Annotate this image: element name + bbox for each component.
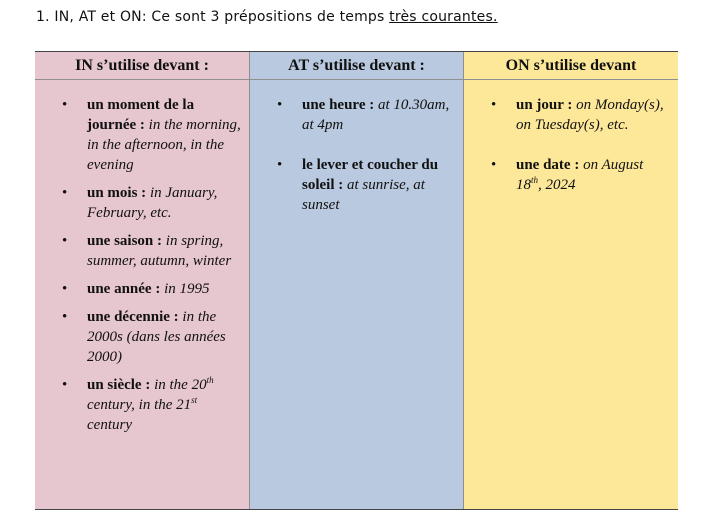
list-on (464, 80, 678, 195)
ordinal-suffix: st (191, 395, 198, 405)
list-at (250, 80, 463, 215)
item-term: le lever et coucher du soleil : (302, 157, 439, 193)
list-item (35, 307, 243, 367)
item-example: in spring, summer, autumn, winter (87, 233, 232, 269)
item-term: une décennie : (87, 309, 179, 325)
example-part: century (87, 417, 132, 433)
title-emphasis: très courantes. (389, 9, 498, 25)
list-item (35, 183, 243, 223)
column-header-on: ON s’utilise devant (464, 52, 678, 80)
column-at (249, 52, 463, 509)
item-term: un siècle : (87, 377, 151, 393)
example-part: , 2024 (538, 177, 576, 193)
list-item (35, 279, 243, 299)
item-term: un jour : (516, 97, 573, 113)
column-on (463, 52, 678, 509)
item-example: at 10.30am, at 4pm (302, 97, 450, 133)
document-title (36, 9, 498, 25)
list-item (464, 155, 672, 195)
list-item (35, 95, 243, 175)
item-example: at sunrise, at sunset (302, 177, 425, 213)
example-part: century, in the 21 (87, 397, 192, 413)
item-term: un moment de la journée : (87, 97, 195, 133)
ordinal-suffix: th (531, 175, 539, 185)
list-item (250, 155, 457, 215)
item-example: in January, February, etc. (87, 185, 218, 221)
item-example: on Monday(s), on Tuesday(s), etc. (516, 97, 664, 133)
list-in (35, 80, 249, 435)
example-part: on August 18 (516, 157, 644, 193)
ordinal-suffix: th (206, 375, 214, 385)
item-term: une saison : (87, 233, 163, 249)
prepositions-table (35, 51, 678, 510)
item-term: une année : (87, 281, 161, 297)
column-header-in: IN s’utilise devant : (35, 52, 249, 80)
item-term: un mois : (87, 185, 147, 201)
item-example: in 1995 (164, 281, 210, 297)
list-item (464, 95, 672, 135)
list-item (35, 375, 243, 435)
list-item (35, 231, 243, 271)
item-example: in the 2000s (dans les années 2000) (87, 309, 226, 365)
list-item (250, 95, 457, 135)
column-in (35, 52, 249, 509)
example-part: in the 20 (154, 377, 207, 393)
item-example: in the morning, in the afternoon, in the evening (87, 117, 241, 173)
item-term: une heure : (302, 97, 375, 113)
item-term: une date : (516, 157, 580, 173)
title-text: 1. IN, AT et ON: Ce sont 3 prépositions de temps (36, 9, 390, 25)
column-header-at: AT s’utilise devant : (250, 52, 463, 80)
